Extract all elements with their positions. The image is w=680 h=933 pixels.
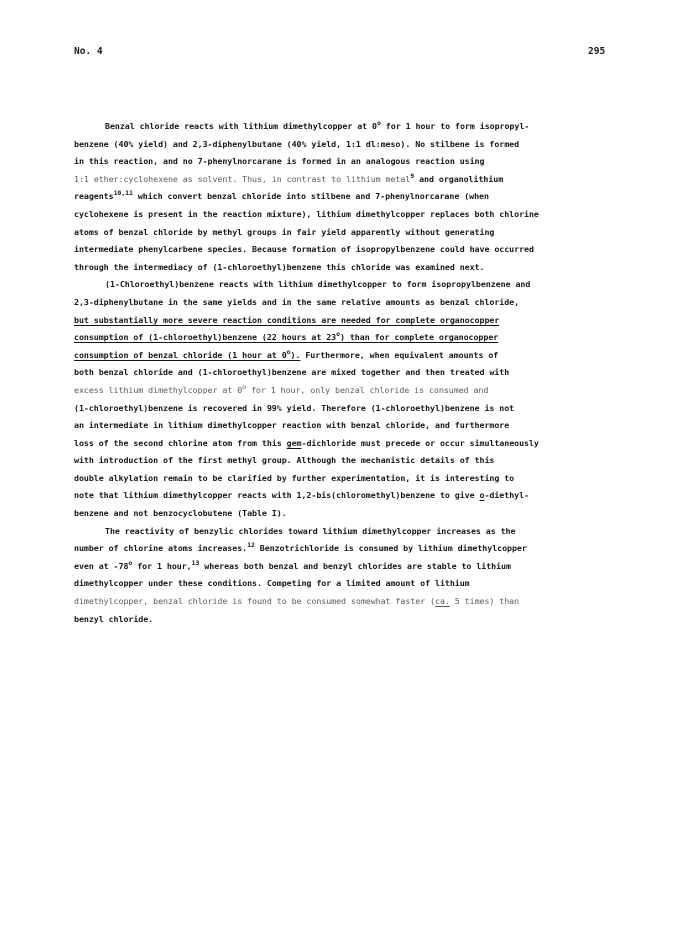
text-line: note that lithium dimethylcopper reacts with 1,2-bis(chloromethyl)benzene to give o-diethyl- [74, 490, 529, 501]
text-line: loss of the second chlorine atom from this gem-dichloride must precede or occur simultaneously [74, 437, 539, 448]
text-line: benzene (40% yield) and 2,3-diphenylbutane (40% yield, 1:1 dl:meso). No stilbene is formed [74, 138, 520, 149]
paragraph-3 [74, 523, 614, 629]
text-line: dimethylcopper under these conditions. Competing for a limited amount of lithium [74, 578, 470, 589]
text-line: an intermediate in lithium dimethylcopper reaction with benzal chloride, and furthermore [74, 420, 510, 431]
page-number: 295 [588, 46, 606, 57]
text-line: The reactivity of benzylic chlorides toward lithium dimethylcopper increases as the [105, 525, 516, 536]
text-line: intermediate phenylcarbene species. Because formation of isopropylbenzene could have occurred [74, 244, 534, 255]
text-line: excess lithium dimethylcopper at 0$^o$ for 1 hour, only benzal chloride is consumed and [74, 382, 489, 395]
text-line: cyclohexene is present in the reaction mixture), lithium dimethylcopper replaces both chlorine [74, 208, 539, 219]
text-line: consumption of benzal chloride (1 hour at 0$^o$). Furthermore, when equivalent amounts of [74, 347, 499, 360]
text-line: number of chlorine atoms increases.$^{12}$ Benzotrichloride is consumed by lithium dimethylcopper [74, 541, 527, 554]
journal-issue: No. 4 [74, 46, 103, 57]
text-line-underlined: consumption of (1-chloroethyl)benzene (22 hours at 23$^o$) than for complete organocopper [74, 330, 499, 343]
paragraph-2 [74, 276, 614, 522]
paragraph-1 [74, 118, 614, 276]
text-line: in this reaction, and no 7-phenylnorcarane is formed in an analogous reaction using [74, 156, 485, 167]
text-line: (1-chloroethyl)benzene is recovered in 99% yield. Therefore (1-chloroethyl)benzene is not [74, 402, 515, 413]
text-line: double alkylation remain to be clarified by further experimentation, it is interesting to [74, 472, 515, 483]
article-body [74, 118, 614, 628]
text-line: reagents$^{10,11}$ which convert benzal chloride into stilbene and 7-phenylnorcarane (when [74, 189, 489, 202]
text-line-underlined: but substantially more severe reaction conditions are needed for complete organocopper [74, 314, 500, 325]
text-line: atoms of benzal chloride by methyl groups in fair yield apparently without generating [74, 226, 495, 237]
text-line: through the intermediacy of (1-chloroethyl)benzene this chloride was examined next. [74, 261, 485, 272]
text-line: even at -78$^o$ for 1 hour,$^{13}$ whereas both benzal and benzyl chlorides are stable to lithium [74, 558, 511, 571]
text-line: 1:1 ether:cyclohexene as solvent. Thus, in contrast to lithium metal$^9$ and organolithium [74, 171, 504, 184]
text-line: both benzal chloride and (1-chloroethyl)benzene are mixed together and then treated with [74, 367, 510, 378]
text-line: 2,3-diphenylbutane in the same yields and in the same relative amounts as benzal chloride, [74, 296, 520, 307]
text-line: dimethylcopper, benzal chloride is found to be consumed somewhat faster (ca. 5 times) than [74, 596, 520, 607]
text-line: benzyl chloride. [74, 613, 154, 624]
text-line: (1-Chloroethyl)benzene reacts with lithium dimethylcopper to form isopropylbenzene and [105, 279, 531, 290]
text-line: Benzal chloride reacts with lithium dimethylcopper at 0$^o$ for 1 hour to form isopropyl- [105, 119, 530, 131]
text-line: with introduction of the first methyl group. Although the mechanistic details of this [74, 455, 495, 466]
text-line: benzene and not benzocyclobutene (Table I). [74, 508, 287, 519]
